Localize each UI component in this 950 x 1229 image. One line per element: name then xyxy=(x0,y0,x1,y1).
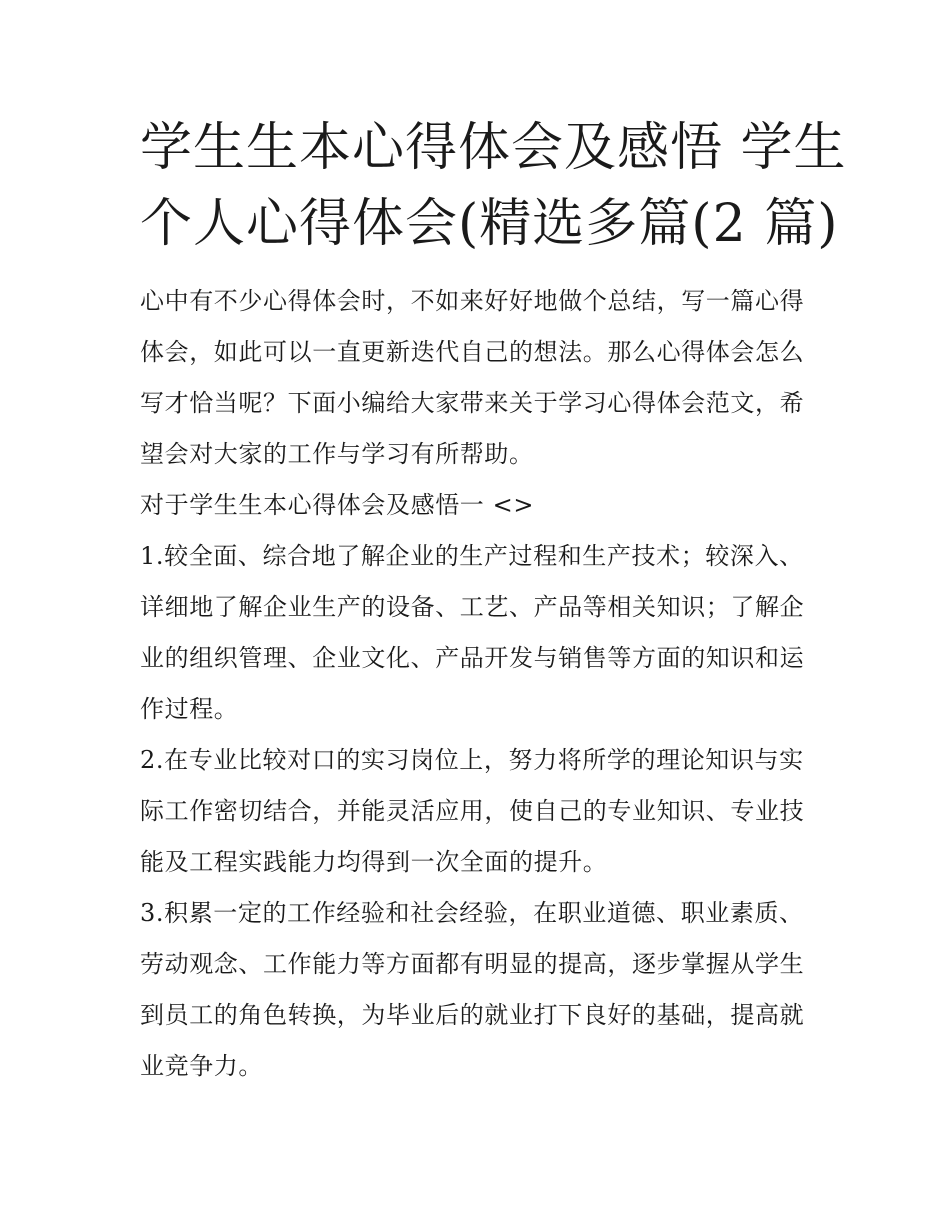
text-line: 能及工程实践能力均得到一次全面的提升。 xyxy=(140,848,608,876)
section-heading xyxy=(140,480,820,531)
text-line: 1.较全面、综合地了解企业的生产过程和生产技术；较深入、 xyxy=(140,542,804,570)
text-line: 心中有不少心得体会时，不如来好好地做个总结，写一篇心得 xyxy=(140,287,805,315)
text-line: 劳动观念、工作能力等方面都有明显的提高，逐步掌握从学生 xyxy=(140,950,805,978)
text-line: 2.在专业比较对口的实习岗位上，努力将所学的理论知识与实 xyxy=(140,746,804,774)
text-line: 业的组织管理、企业文化、产品开发与销售等方面的知识和运 xyxy=(140,644,805,672)
list-item-2 xyxy=(140,735,820,888)
text-line: 作过程。 xyxy=(140,695,239,723)
text-line: 到员工的角色转换，为毕业后的就业打下良好的基础，提高就 xyxy=(140,1001,805,1029)
document-body xyxy=(140,276,820,1092)
text-line: 体会，如此可以一直更新迭代自己的想法。那么心得体会怎么 xyxy=(140,338,805,366)
text-line: 写才恰当呢？下面小编给大家带来关于学习心得体会范文，希 xyxy=(140,389,805,417)
list-item-1 xyxy=(140,531,820,735)
text-line: 际工作密切结合，并能灵活应用，使自己的专业知识、专业技 xyxy=(140,797,805,825)
intro-paragraph xyxy=(140,276,820,480)
text-line: 望会对大家的工作与学习有所帮助。 xyxy=(140,440,534,468)
list-item-3 xyxy=(140,888,820,1092)
title-line: 个人心得体会(精选多篇(2 篇) xyxy=(140,194,839,254)
document-title xyxy=(140,110,847,262)
text-line: 业竞争力。 xyxy=(140,1052,263,1080)
text-line: 3.积累一定的工作经验和社会经验，在职业道德、职业素质、 xyxy=(140,899,804,927)
text-line: 详细地了解企业生产的设备、工艺、产品等相关知识；了解企 xyxy=(140,593,805,621)
title-line: 学生生本心得体会及感悟 学生 xyxy=(140,118,847,178)
text-line: 对于学生生本心得体会及感悟一 <> xyxy=(140,491,535,519)
